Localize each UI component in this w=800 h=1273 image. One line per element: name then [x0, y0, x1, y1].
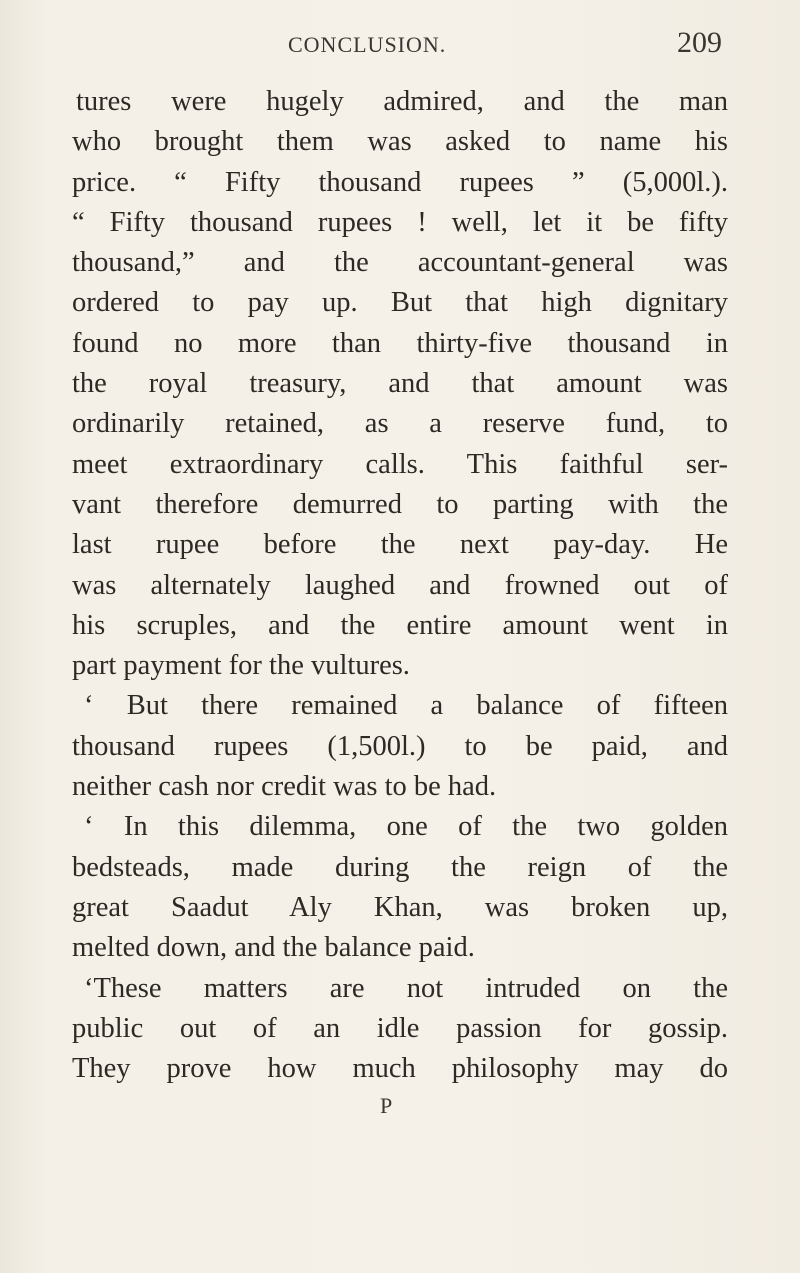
text-line: tures were hugely admired, and the man	[76, 86, 728, 117]
text-line: neither cash nor credit was to be had.	[72, 771, 497, 803]
text-line: public out of an idle passion for gossip.	[72, 1012, 728, 1044]
text-line: the royal treasury, and that amount was	[72, 368, 728, 400]
text-line: part payment for the vultures.	[72, 650, 410, 682]
text-line: price. “ Fifty thousand rupees ” (5,000l.).	[72, 166, 728, 198]
text-line: bedsteads, made during the reign of the	[72, 851, 728, 883]
running-head	[72, 26, 722, 66]
text-line: was alternately laughed and frowned out of	[72, 569, 728, 601]
body-text	[72, 82, 728, 1089]
text-line: who brought them was asked to name his	[72, 126, 728, 158]
text-line: ordered to pay up. But that high dignitary	[72, 287, 728, 319]
page-number: 209	[677, 26, 722, 59]
text-line: ‘These matters are not intruded on the	[84, 972, 728, 1004]
signature-mark: P	[380, 1093, 393, 1118]
text-line: thousand,” and the accountant-general was	[72, 247, 728, 279]
text-line: melted down, and the balance paid.	[72, 932, 475, 964]
text-line: ‘ In this dilemma, one of the two golden	[84, 811, 728, 843]
text-line: They prove how much philosophy may do	[72, 1053, 728, 1085]
text-line: his scruples, and the entire amount went in	[72, 609, 728, 641]
text-line: great Saadut Aly Khan, was broken up,	[72, 891, 728, 923]
chapter-title: CONCLUSION.	[288, 32, 447, 57]
text-line: vant therefore demurred to parting with the	[72, 488, 728, 520]
text-line: meet extraordinary calls. This faithful ser-	[72, 448, 728, 480]
text-line: ‘ But there remained a balance of fifteen	[84, 690, 728, 722]
text-line: “ Fifty thousand rupees ! well, let it be fifty	[72, 206, 728, 238]
text-line: ordinarily retained, as a reserve fund, to	[72, 408, 728, 440]
text-line: found no more than thirty-five thousand in	[72, 327, 728, 359]
text-line: thousand rupees (1,500l.) to be paid, and	[72, 730, 728, 762]
text-line: last rupee before the next pay-day. He	[72, 529, 728, 561]
